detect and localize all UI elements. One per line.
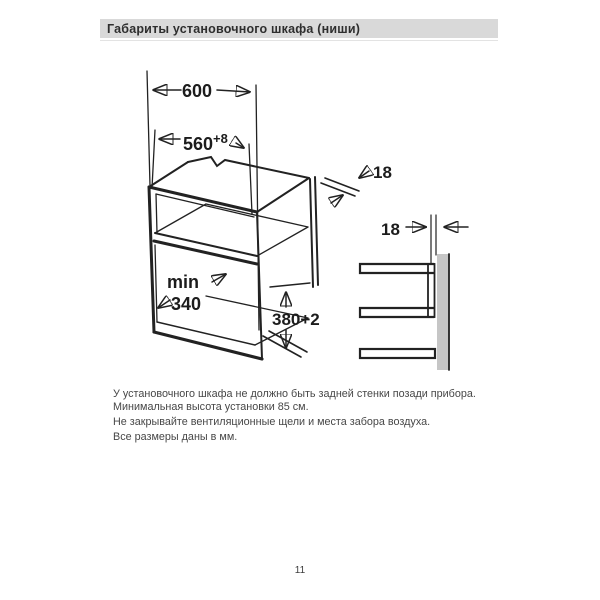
note-ventilation: Не закрывайте вентиляционные щели и места забора воздуха. xyxy=(113,416,431,428)
dim-min-depth xyxy=(158,272,226,314)
label-min: min xyxy=(167,272,200,292)
section-title: Габариты установочного шкафа (ниши) xyxy=(107,21,361,36)
label-340: 340 xyxy=(171,294,202,314)
label-560: $560^{+8}$ xyxy=(183,131,228,154)
label-380-2: 380+2 xyxy=(272,310,320,329)
middle-shelf-profile xyxy=(360,308,434,317)
note-units: Все размеры даны в мм. xyxy=(113,431,238,443)
label-18-side: 18 xyxy=(381,220,400,239)
installation-notes xyxy=(113,388,493,444)
side-profile-view xyxy=(360,215,468,370)
top-shelf-profile xyxy=(360,264,434,273)
label-18-top: 18 xyxy=(373,163,392,182)
cabinet-isometric-view xyxy=(147,71,392,359)
wall-panel xyxy=(437,254,449,370)
bottom-shelf-profile xyxy=(360,349,435,358)
note-min-height: Минимальная высота установки 85 см. xyxy=(113,401,309,413)
dim-niche-height xyxy=(263,283,320,357)
dim-inner-width xyxy=(152,130,252,214)
dim-top-panel-thickness xyxy=(321,163,392,203)
note-no-back-wall: У установочного шкафа не должно быть задней стенки позади прибора. xyxy=(113,388,476,400)
dim-side-panel-thickness xyxy=(381,220,468,239)
page-number: 11 xyxy=(294,565,306,576)
label-600: 600 xyxy=(181,81,213,101)
